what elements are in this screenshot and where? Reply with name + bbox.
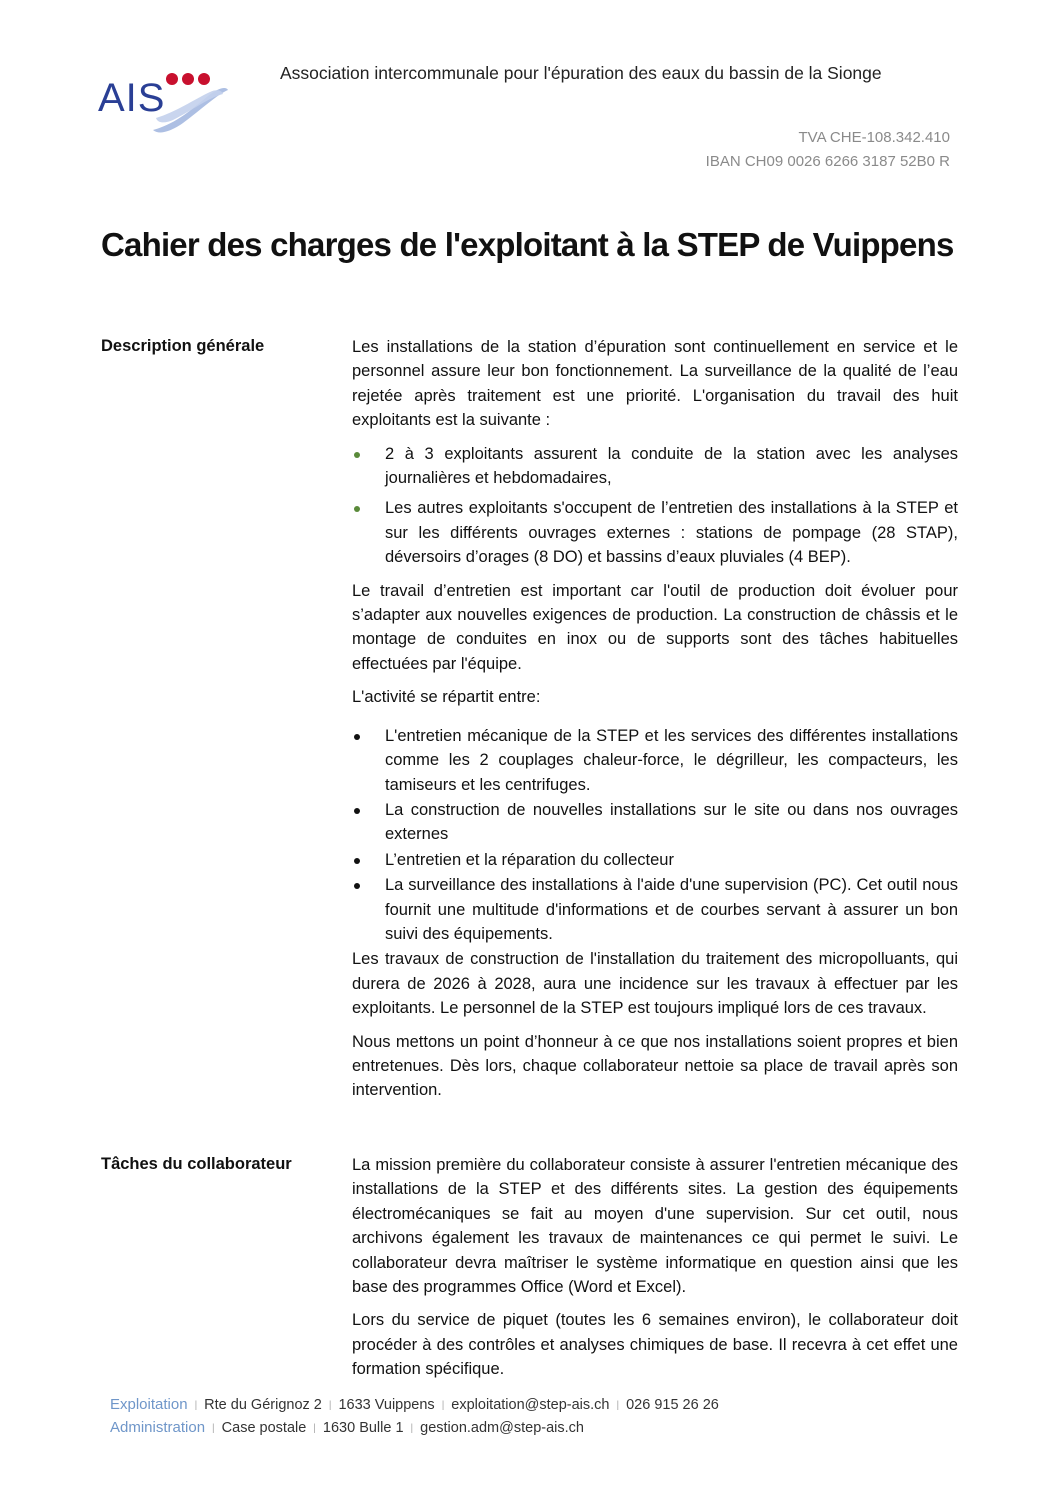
email-link[interactable]: gestion.adm@step-ais.ch	[420, 1420, 584, 1436]
section-tasks	[352, 1153, 958, 1391]
section-label-description: Description générale	[101, 337, 265, 355]
phone: 026 915 26 26	[626, 1397, 719, 1413]
paragraph: Les travaux de construction de l'installation du traitement des micropolluants, qui durera de 2026 à 2028, aura une incidence sur les travaux à effectuer par les exploitants. Le personnel de la STEP est toujours impliqué lors de ces travaux.	[352, 950, 958, 1018]
email-link[interactable]: exploitation@step-ais.ch	[451, 1397, 610, 1413]
tva-number: TVA CHE-108.342.410	[798, 129, 950, 146]
bullet-list	[352, 442, 958, 570]
separator: |	[410, 1423, 414, 1434]
association-name: Association intercommunale pour l'épuration des eaux du bassin de la Sionge	[280, 63, 882, 83]
paragraph: Lors du service de piquet (toutes les 6 semaines environ), le collaborateur doit procéder à des contrôles et analyses chimiques de base. Il recevra à cet effet une formation spécifique.	[352, 1311, 958, 1379]
footer-label: Administration	[110, 1419, 206, 1436]
bullet-icon	[354, 858, 360, 864]
list-item: La construction de nouvelles installations sur le site ou dans nos ouvrages externes	[352, 798, 958, 847]
paragraph: La mission première du collaborateur consiste à assurer l'entretien mécanique des installations de la STEP et des différents sites. La gestion des équipements électromécaniques se fait au moyen d'une supervision. Sur cet outil, nous archivons également les travaux de maintenances ce qui permet le suivi. Le collaborateur devra maîtriser le système informatique en question ainsi que les base des programmes Office (Word et Excel).	[352, 1156, 958, 1297]
paragraph: Les installations de la station d’épuration sont continuellement en service et le personnel assure leur bon fonctionnement. La surveillance de la qualité de l’eau rejetée après traitement est une priorité. L'organisation du travail des huit exploitants est la suivante :	[352, 338, 958, 430]
bullet-icon	[354, 734, 360, 740]
bullet-icon	[354, 883, 360, 889]
bullet-icon	[354, 506, 360, 512]
separator: |	[313, 1423, 316, 1434]
separator: |	[441, 1400, 445, 1411]
list-item: L’entretien et la réparation du collecteur	[352, 848, 958, 872]
separator: |	[328, 1400, 332, 1411]
list-item: Les autres exploitants s'occupent de l’entretien des installations à la STEP et sur les différents ouvrages externes : stations de pompage (28 STAP), déversoirs d’orages (8 DO) et bassins d’eaux pluviales (4 BEP).	[352, 496, 958, 569]
paragraph: Le travail d’entretien est important car l'outil de production doit évoluer pour s’adapter aux nouvelles exigences de production. La construction de châssis et le montage de conduites en inox ou de supports sont des tâches habituelles effectuées par l'équipe.	[352, 581, 958, 673]
bullet-list	[352, 724, 958, 947]
address: Case postale	[221, 1420, 307, 1436]
list-item: 2 à 3 exploitants assurent la conduite de la station avec les analyses journalières et hebdomadaires,	[352, 442, 958, 491]
list-item: L'entretien mécanique de la STEP et les services des différentes installations comme les 2 couplages chaleur-force, le dégrilleur, les compacteurs, les tamiseurs et les centrifuges.	[352, 724, 958, 797]
bullet-icon	[354, 808, 360, 814]
section-label-tasks: Tâches du collaborateur	[101, 1155, 292, 1173]
separator: |	[194, 1400, 198, 1411]
list-item: La surveillance des installations à l'aide d'une supervision (PC). Cet outil nous fournit une multitude d'informations et de courbes servant à assurer un bon suivi des équipements.	[352, 873, 958, 946]
city: 1630 Bulle 1	[322, 1420, 404, 1436]
bullet-icon	[354, 452, 360, 458]
footer-row-administration	[110, 1417, 719, 1440]
separator: |	[616, 1400, 620, 1411]
address: Rte du Gérignoz 2	[204, 1397, 322, 1413]
paragraph: Nous mettons un point d’honneur à ce que nos installations soient propres et bien entretenues. Dès lors, chaque collaborateur nettoie sa place de travail après son intervention.	[352, 1032, 958, 1100]
tax-info	[706, 126, 950, 174]
footer-row-exploitation	[110, 1394, 719, 1417]
ais-logo	[98, 68, 230, 140]
city: 1633 Vuippens	[338, 1397, 435, 1413]
page-title: Cahier des charges de l'exploitant à la STEP de Vuippens	[101, 226, 954, 263]
logo-text: AIS	[98, 76, 166, 120]
section-description	[352, 335, 958, 1112]
footer-label: Exploitation	[110, 1396, 188, 1413]
footer	[110, 1394, 719, 1440]
paragraph: L'activité se répartit entre:	[352, 688, 541, 707]
separator: |	[212, 1423, 215, 1434]
iban-number: IBAN CH09 0026 6266 3187 52B0 R	[705, 153, 950, 170]
